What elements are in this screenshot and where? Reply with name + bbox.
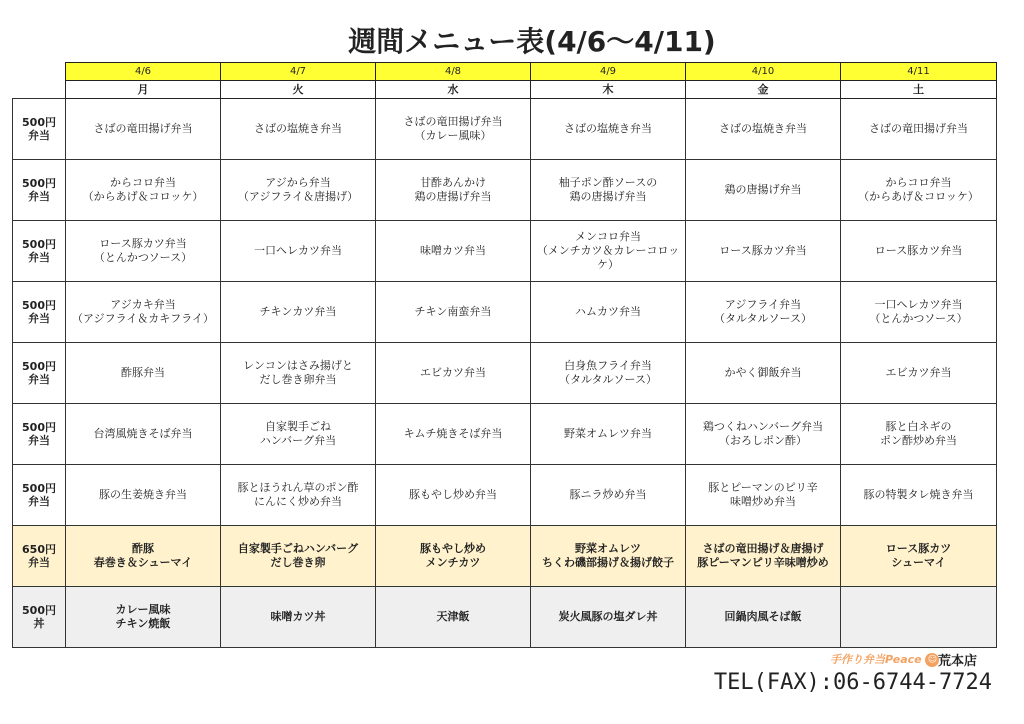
menu-item: アジフライ弁当 （タルタルソース） xyxy=(686,282,841,343)
menu-row xyxy=(13,404,997,465)
menu-item: 豚の生姜焼き弁当 xyxy=(66,465,221,526)
menu-item: 酢豚 春巻き＆シューマイ xyxy=(66,526,221,587)
menu-item xyxy=(841,587,997,648)
date-cell: 4/10 xyxy=(686,63,841,81)
menu-item: エビカツ弁当 xyxy=(376,343,531,404)
menu-item: エビカツ弁当 xyxy=(841,343,997,404)
price-label: 650円 弁当 xyxy=(13,526,66,587)
price-label: 500円 弁当 xyxy=(13,282,66,343)
menu-item: ロース豚カツ弁当 xyxy=(686,221,841,282)
date-cell: 4/6 xyxy=(66,63,221,81)
menu-item: さばの竜田揚げ弁当 xyxy=(841,99,997,160)
menu-item: 一口ヘレカツ弁当 xyxy=(221,221,376,282)
menu-item: ハムカツ弁当 xyxy=(531,282,686,343)
price-label: 500円 弁当 xyxy=(13,465,66,526)
menu-item: アジカキ弁当 （アジフライ＆カキフライ） xyxy=(66,282,221,343)
weekday-cell: 火 xyxy=(221,81,376,99)
menu-item: 味噌カツ弁当 xyxy=(376,221,531,282)
menu-item: 炭火風豚の塩ダレ丼 xyxy=(531,587,686,648)
menu-item: 豚もやし炒め弁当 xyxy=(376,465,531,526)
menu-item: レンコンはさみ揚げと だし巻き卵弁当 xyxy=(221,343,376,404)
menu-item: 自家製手ごね ハンバーグ弁当 xyxy=(221,404,376,465)
date-cell: 4/11 xyxy=(841,63,997,81)
menu-item: 豚の特製タレ焼き弁当 xyxy=(841,465,997,526)
menu-item: からコロ弁当 （からあげ＆コロッケ） xyxy=(66,160,221,221)
weekday-cell: 木 xyxy=(531,81,686,99)
menu-item: 豚もやし炒め メンチカツ xyxy=(376,526,531,587)
menu-item: キムチ焼きそば弁当 xyxy=(376,404,531,465)
menu-item: 甘酢あんかけ 鶏の唐揚げ弁当 xyxy=(376,160,531,221)
tel-fax: TEL(FAX):06-6744-7724 xyxy=(713,670,992,695)
menu-item: さばの塩焼き弁当 xyxy=(531,99,686,160)
menu-row xyxy=(13,282,997,343)
weekday-row xyxy=(13,81,997,99)
menu-item: アジから弁当 （アジフライ＆唐揚げ） xyxy=(221,160,376,221)
menu-item: 酢豚弁当 xyxy=(66,343,221,404)
weekday-cell: 月 xyxy=(66,81,221,99)
menu-item: からコロ弁当 （からあげ＆コロッケ） xyxy=(841,160,997,221)
menu-item: ロース豚カツ弁当 （とんかつソース） xyxy=(66,221,221,282)
menu-item: ロース豚カツ シューマイ xyxy=(841,526,997,587)
price-label: 500円 弁当 xyxy=(13,404,66,465)
menu-item: メンコロ弁当 （メンチカツ＆カレーコロッケ） xyxy=(531,221,686,282)
menu-item: 味噌カツ丼 xyxy=(221,587,376,648)
menu-item: カレー風味 チキン焼飯 xyxy=(66,587,221,648)
donburi-row xyxy=(13,587,997,648)
menu-item: さばの竜田揚げ弁当 xyxy=(66,99,221,160)
page-title: 週間メニュー表(4/6～4/11) xyxy=(348,25,716,58)
price-label: 500円 弁当 xyxy=(13,160,66,221)
menu-item: さばの塩焼き弁当 xyxy=(686,99,841,160)
menu-item: 台湾風焼きそば弁当 xyxy=(66,404,221,465)
logo-mark-icon: ☺ xyxy=(925,653,939,667)
menu-item: さばの塩焼き弁当 xyxy=(221,99,376,160)
menu-item: かやく御飯弁当 xyxy=(686,343,841,404)
price-label: 500円 弁当 xyxy=(13,221,66,282)
menu-item: 鶏の唐揚げ弁当 xyxy=(686,160,841,221)
menu-item: 回鍋肉風そば飯 xyxy=(686,587,841,648)
menu-item: チキンカツ弁当 xyxy=(221,282,376,343)
date-cell: 4/7 xyxy=(221,63,376,81)
menu-item: 豚ニラ炒め弁当 xyxy=(531,465,686,526)
menu-item: さばの竜田揚げ＆唐揚げ 豚ピーマンピリ辛味噌炒め xyxy=(686,526,841,587)
menu-item: 野菜オムレツ弁当 xyxy=(531,404,686,465)
menu-row xyxy=(13,160,997,221)
logo-text: 手作り弁当Peace xyxy=(830,653,922,666)
price-label: 500円 弁当 xyxy=(13,99,66,160)
weekday-cell: 土 xyxy=(841,81,997,99)
price-label: 500円 弁当 xyxy=(13,343,66,404)
menu-item: ロース豚カツ弁当 xyxy=(841,221,997,282)
corner-cell xyxy=(13,81,66,99)
store-name: 荒本店 xyxy=(938,654,978,669)
price-label: 500円 丼 xyxy=(13,587,66,648)
menu-item: チキン南蛮弁当 xyxy=(376,282,531,343)
menu-row xyxy=(13,343,997,404)
menu-item: 柚子ポン酢ソースの 鶏の唐揚げ弁当 xyxy=(531,160,686,221)
date-cell: 4/9 xyxy=(531,63,686,81)
shop-logo xyxy=(830,651,939,667)
menu-item: 天津飯 xyxy=(376,587,531,648)
menu-item: 豚と白ネギの ポン酢炒め弁当 xyxy=(841,404,997,465)
menu-row xyxy=(13,99,997,160)
menu-item: 鶏つくねハンバーグ弁当 （おろしポン酢） xyxy=(686,404,841,465)
menu-item: 豚とほうれん草のポン酢 にんにく炒め弁当 xyxy=(221,465,376,526)
menu-row xyxy=(13,465,997,526)
weekday-cell: 水 xyxy=(376,81,531,99)
menu-item: 白身魚フライ弁当 （タルタルソース） xyxy=(531,343,686,404)
menu-item: 豚とピーマンのピリ辛 味噌炒め弁当 xyxy=(686,465,841,526)
date-row xyxy=(13,63,997,81)
menu-item: 野菜オムレツ ちくわ磯部揚げ＆揚げ餃子 xyxy=(531,526,686,587)
menu-item: 一口ヘレカツ弁当 （とんかつソース） xyxy=(841,282,997,343)
menu-table xyxy=(12,62,997,648)
menu-item: さばの竜田揚げ弁当 （カレー風味） xyxy=(376,99,531,160)
special-650-row xyxy=(13,526,997,587)
date-cell: 4/8 xyxy=(376,63,531,81)
menu-row xyxy=(13,221,997,282)
weekday-cell: 金 xyxy=(686,81,841,99)
menu-item: 自家製手ごねハンバーグ だし巻き卵 xyxy=(221,526,376,587)
corner-cell xyxy=(13,63,66,81)
